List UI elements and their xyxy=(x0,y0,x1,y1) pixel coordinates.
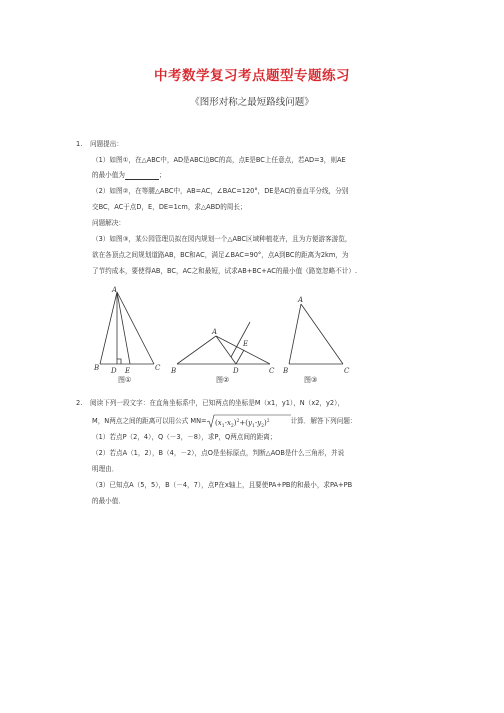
q2-line-0: 阅读下列一段文字：在直角坐标系中，已知两点的坐标是M（x1，y1），N（x2，y2）， xyxy=(90,399,345,407)
f1-label-a: A xyxy=(112,286,118,294)
figure-2-caption: 图② xyxy=(216,376,230,384)
q1-line-4: （2）如图②，在等腰△ABC中，AB=AC，∠BAC=120°，DE是AC的垂直平分线，分别 xyxy=(92,187,349,195)
q1-line-2-text: 的最小值为 xyxy=(92,171,125,179)
fp-8: +( xyxy=(238,419,248,427)
fp-2: 1 xyxy=(221,424,225,428)
f2-label-e: E xyxy=(243,340,249,348)
fp-14: ) xyxy=(263,419,267,427)
distance-formula xyxy=(207,414,291,428)
figure-3 xyxy=(283,292,355,386)
figure-2 xyxy=(170,306,275,386)
f2-label-a: A xyxy=(212,328,218,336)
q1-line-9: 了节约成本，要使得AB，BC，AC之和最短，试求AB+BC+AC的最小值（路宽忽略不计）. xyxy=(92,267,358,275)
fp-10: 1 xyxy=(251,424,255,428)
q1-line-7: （3）如图③，某公园管理员拟在园内规划一个△ABC区域种植花卉，且为方便游客游览， xyxy=(92,235,352,243)
f1-label-d: D xyxy=(111,367,117,375)
fp-15: 2 xyxy=(266,419,270,424)
f3-label-a: A xyxy=(298,296,304,304)
figure-1-caption: 图① xyxy=(118,376,132,384)
fp-13: 2 xyxy=(260,424,264,428)
fp-5: 2 xyxy=(230,424,234,428)
answer-blank xyxy=(125,172,159,180)
svg-text:(x1-x2)2+(y1-y2)2 xyxy=(215,418,270,428)
fp-7: 2 xyxy=(236,419,239,424)
fp-4: x xyxy=(226,419,231,427)
q1-line-0: 问题提出： xyxy=(90,140,123,148)
q2-formula-lead: M，N两点之间的距离可以用公式 MN= xyxy=(92,417,207,425)
q1-line-8: 欲在各顶点之间规划道路AB，BC和AC，满足∠BAC=90°，点A到BC的距离为2km，为 xyxy=(92,251,349,259)
f3-label-b: B xyxy=(283,367,289,375)
q2-number: 2. xyxy=(76,399,83,407)
fp-11: - xyxy=(254,419,257,427)
fp-9: y xyxy=(247,419,252,427)
f1-label-b: B xyxy=(94,364,100,372)
q2-line-1 xyxy=(92,414,357,428)
q2-line-7: 的最小值． xyxy=(92,497,125,505)
f3-label-c: C xyxy=(344,367,350,375)
figure-3-caption: 图③ xyxy=(304,376,318,384)
q2-line-5: 明理由． xyxy=(92,465,119,473)
figure-1 xyxy=(94,286,166,386)
q2-line-4: （2）若点A（1，2），B（4，－2），点O是坐标原点，判断△AOB是什么三角形，并说 xyxy=(92,449,345,457)
q2-line-6: （3）已知点A（5，5），B（－4，7），点P在x轴上，且要使PA+PB的和最小，求PA+PB xyxy=(92,481,353,489)
f2-label-d: D xyxy=(233,367,239,375)
fp-6: ) xyxy=(233,419,237,427)
q1-line-5: 交BC，AC于点D，E，DE=1cm，求△ABD的周长； xyxy=(92,203,247,211)
q2-line-3: （1）若点P（2，4），Q（－3，－8），求P，Q两点间的距离； xyxy=(92,433,277,441)
q1-line-6: 问题解决： xyxy=(92,219,125,227)
q1-line-1: （1）如图①，在△ABC中，AD是ABC边BC的高，点E是BC上任意点，若AD=3，则AE xyxy=(92,156,346,164)
q1-line-2 xyxy=(92,171,166,180)
f1-label-e: E xyxy=(125,367,131,375)
f2-label-b: B xyxy=(171,367,177,375)
q1-number: 1. xyxy=(76,140,83,148)
page-subtitle: 《图形对称之最短路线问题》 xyxy=(190,97,314,108)
page-title: 中考数学复习考点题型专题练习 xyxy=(154,68,350,84)
f2-label-c: C xyxy=(269,367,275,375)
fp-3: - xyxy=(224,419,227,427)
q2-formula-tail: 计算．解答下列问题： xyxy=(290,417,357,425)
q1-line-3-text: ； xyxy=(158,171,166,179)
fp-12: y xyxy=(256,419,261,427)
fp-0: ( xyxy=(214,419,218,427)
fp-1: x xyxy=(217,419,222,427)
f1-label-c: C xyxy=(155,364,161,372)
